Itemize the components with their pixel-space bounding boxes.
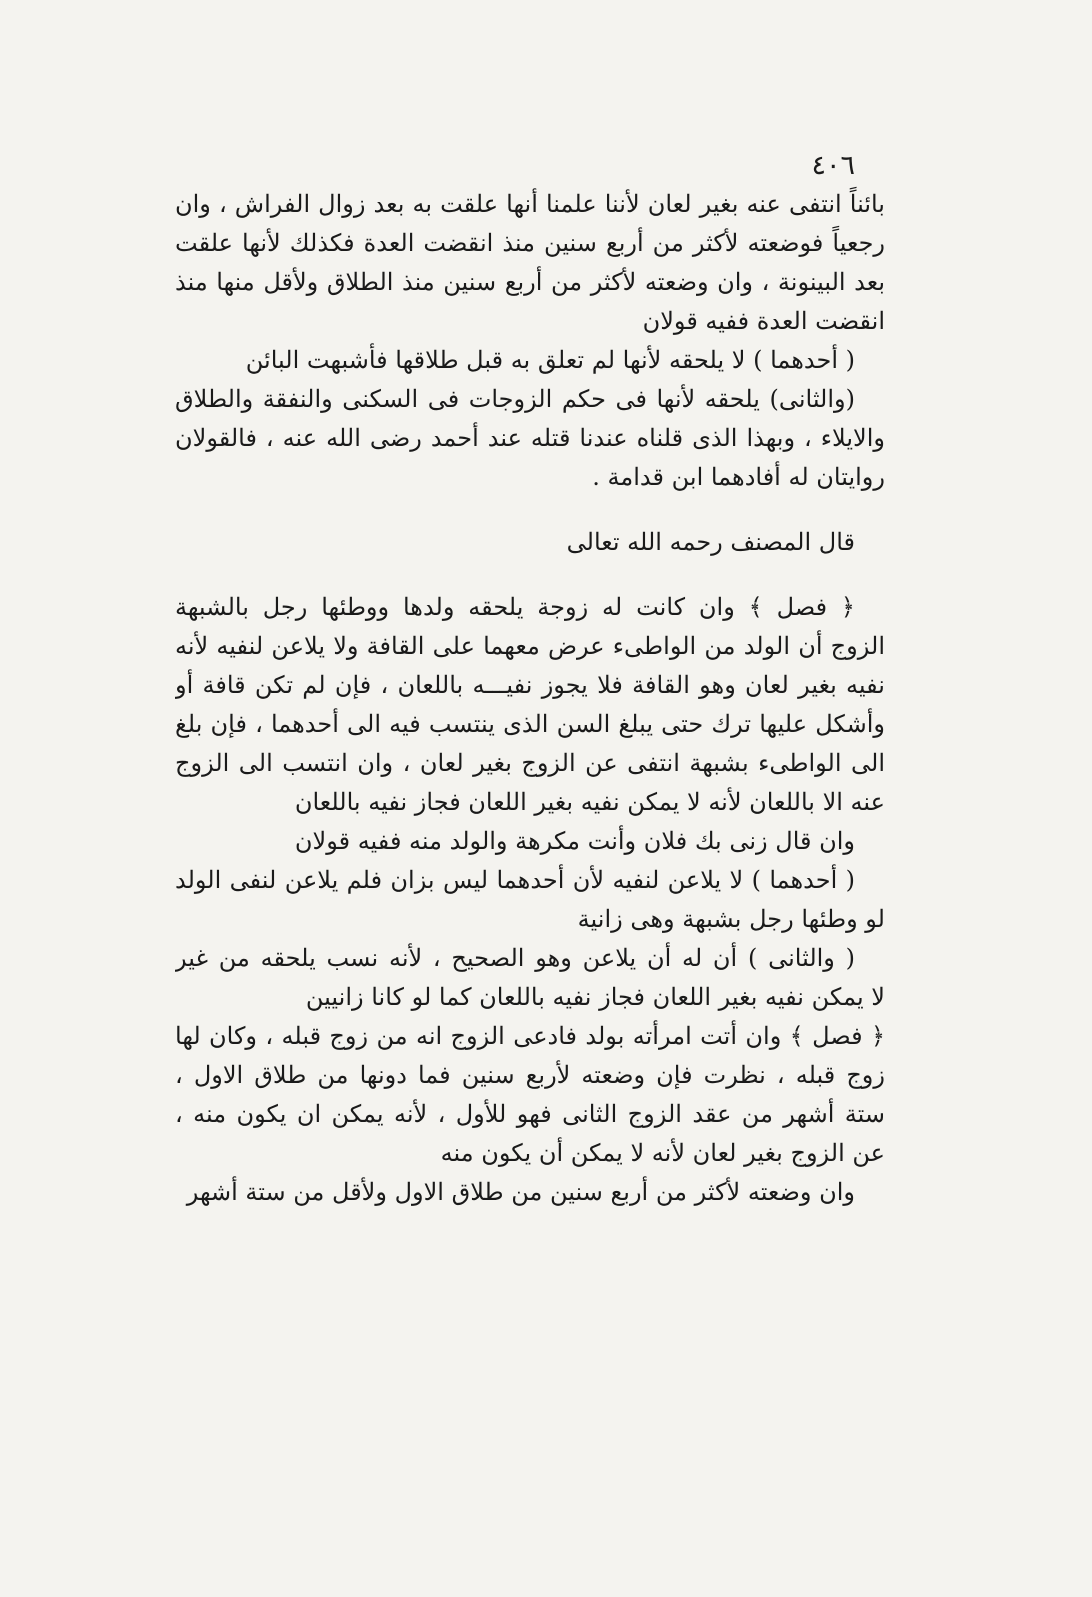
text-line: لا يمكن نفيه بغير اللعان فجاز نفيه باللعان كما لو كانا زانيين — [305, 983, 885, 1011]
text-line: بعد البينونة ، وان وضعته لأكثر من أربع سنين منذ الطلاق ولأقل منها منذ — [175, 268, 885, 296]
page-number: ٤٠٦ — [811, 150, 855, 181]
text-line: عنه الا باللعان لأنه لا يمكن نفيه بغير اللعان فجاز نفيه باللعان — [294, 788, 885, 816]
text-line: ( أحدهما ) لا يلاعن لنفيه لأن أحدهما ليس بزان فلم يلاعن لنفى الولد — [175, 866, 855, 894]
text-line: وأشكل عليها ترك حتى يبلغ السن الذى ينتسب فيه الى أحدهما ، فإن بلغ — [175, 710, 885, 738]
text-line: ( والثانى ) أن له أن يلاعن وهو الصحيح ، لأنه نسب يلحقه من غير — [175, 944, 855, 972]
text-line: بائناً انتفى عنه بغير لعان لأننا علمنا أنها علقت به بعد زوال الفراش ، وان — [175, 190, 885, 218]
text-line: قال المصنف رحمه الله تعالى — [566, 528, 855, 556]
body-text — [175, 185, 885, 1212]
text-line: ( أحدهما ) لا يلحقه لأنها لم تعلق به قبل طلاقها فأشبهت البائن — [245, 346, 855, 374]
text-line: ستة أشهر من عقد الزوج الثانى فهو للأول ، لأنه يمكن ان يكون منه ، — [175, 1100, 885, 1128]
text-line: وان قال زنى بك فلان وأنت مكرهة والولد منه ففيه قولان — [294, 827, 855, 855]
text-line: نفيه بغير لعان وهو القافة فلا يجوز نفيـــه باللعان ، فإن لم تكن قافة أو — [175, 671, 885, 699]
text-line: الزوج أن الولد من الواطىء عرض معهما على القافة ولا يلاعن لنفيه لأنه — [175, 632, 885, 660]
text-line: ﴿ فصل ﴾ وان أتت امرأته بولد فادعى الزوج انه من زوج قبله ، وكان لها — [175, 1022, 885, 1050]
text-line: وان وضعته لأكثر من أربع سنين من طلاق الاول ولأقل من ستة أشهر — [186, 1178, 855, 1206]
text-line: والايلاء ، وبهذا الذى قلناه عندنا قتله عند أحمد رضى الله عنه ، فالقولان — [175, 424, 885, 452]
text-line: رجعياً فوضعته لأكثر من أربع سنين منذ انقضت العدة فكذلك لأنها علقت — [175, 229, 885, 257]
text-line: روايتان له أفادهما ابن قدامة . — [592, 463, 885, 491]
text-line: ﴿ فصل ﴾ وان كانت له زوجة يلحقه ولدها ووطئها رجل بالشبهة — [175, 593, 855, 621]
text-line: لو وطئها رجل بشبهة وهى زانية — [577, 905, 885, 933]
text-line: الى الواطىء بشبهة انتفى عن الزوج بغير لعان ، وان انتسب الى الزوج — [175, 749, 885, 777]
text-line: زوج قبله ، نظرت فإن وضعته لأربع سنين فما دونها من طلاق الاول ، — [175, 1061, 885, 1089]
text-line: انقضت العدة ففيه قولان — [642, 307, 885, 335]
text-line: عن الزوج بغير لعان لأنه لا يمكن أن يكون منه — [440, 1139, 885, 1167]
text-line: (والثانى) يلحقه لأنها فى حكم الزوجات فى السكنى والنفقة والطلاق — [175, 385, 855, 413]
